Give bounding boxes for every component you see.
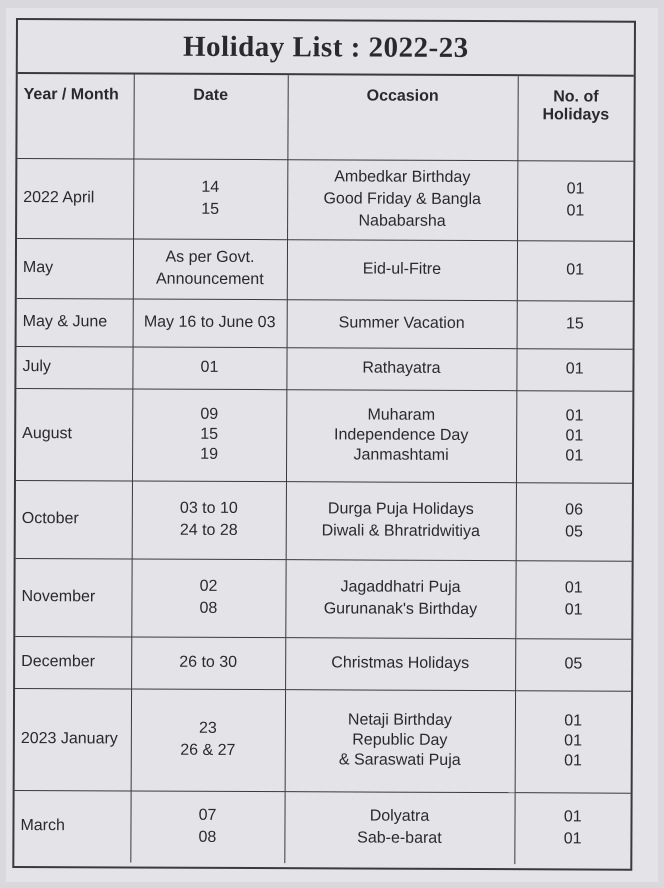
occasion-text: Dolyatra [369, 807, 430, 826]
occasion-text: Good Friday & Bangla Nababarsha [323, 190, 481, 230]
month-cell [15, 688, 131, 791]
table-row [16, 480, 632, 561]
occasion-text: Ambedkar Birthday [334, 168, 471, 186]
month-label: November [21, 588, 96, 606]
holiday-count: 15 [565, 315, 584, 333]
occasion-text: & Saraswati Puja [338, 751, 461, 769]
date-value: 23 [198, 719, 217, 737]
date-value: 15 [201, 200, 220, 218]
occasion-text: Independence Day [333, 426, 469, 444]
date-cell [132, 481, 286, 560]
month-cell [16, 346, 132, 389]
occasion-text: Diwali & Bhratridwitiya [321, 522, 480, 541]
occasion-cell [285, 559, 515, 638]
occasion-text: Summer Vacation [338, 314, 465, 332]
table-header-row [17, 74, 633, 161]
month-label: October [21, 510, 79, 528]
holiday-count: 01 [564, 579, 583, 597]
occasion-text: Eid-ul-Fitre [362, 260, 442, 278]
holiday-count: 01 [565, 427, 584, 445]
date-value: 01 [200, 358, 219, 376]
date-cell [131, 637, 285, 690]
count-cell [516, 390, 632, 483]
occasion-cell [287, 159, 517, 240]
month-label: May & June [22, 313, 108, 331]
header-occasion: Occasion [287, 75, 517, 160]
count-cell [514, 792, 630, 865]
holiday-count: 06 [565, 501, 584, 519]
occasion-text: Muharam [367, 406, 436, 424]
occasion-cell [286, 481, 516, 560]
month-label: July [22, 358, 51, 376]
date-value: 26 & 27 [180, 741, 236, 759]
date-value: 07 [198, 807, 217, 825]
occasion-text: Jagaddhatri Puja [340, 578, 461, 596]
month-cell [14, 790, 130, 863]
count-cell [515, 690, 631, 793]
occasion-text: Gurunanak's Birthday [323, 600, 478, 619]
holiday-count: 01 [564, 712, 583, 730]
holiday-count: 05 [565, 523, 583, 541]
date-value: 08 [198, 829, 217, 847]
date-cell [131, 689, 285, 792]
date-cell [133, 299, 287, 348]
holiday-count: 01 [565, 407, 584, 425]
date-cell [131, 559, 285, 638]
holiday-count: 01 [566, 261, 585, 279]
count-cell [517, 240, 633, 301]
occasion-text: Sab-e-barat [357, 829, 442, 848]
date-value: 08 [199, 599, 218, 617]
holiday-count: 01 [566, 180, 585, 198]
month-cell [17, 158, 133, 239]
month-cell [16, 480, 132, 559]
holiday-count: 01 [566, 202, 585, 220]
date-value: 19 [200, 445, 219, 463]
holiday-count: 01 [564, 732, 583, 750]
holiday-count: 01 [565, 447, 584, 465]
month-label: August [22, 425, 73, 443]
occasion-cell [285, 637, 515, 690]
date-value: 14 [201, 178, 220, 196]
page-title: Holiday List : 2022-23 [18, 20, 634, 77]
holiday-list-box [12, 18, 636, 871]
header-month: Year / Month [17, 74, 133, 159]
holiday-count: 01 [564, 601, 583, 619]
occasion-text: Republic Day [352, 731, 448, 749]
paper-sheet [6, 8, 658, 882]
count-cell [516, 482, 632, 561]
month-cell [16, 388, 132, 481]
count-cell [515, 560, 631, 639]
date-value: 03 to 10 [179, 499, 238, 517]
holiday-count: 01 [563, 830, 582, 848]
month-label: 2023 January [20, 730, 118, 748]
holiday-count: 01 [563, 808, 582, 826]
date-value: 09 [200, 405, 219, 423]
count-cell [517, 160, 633, 241]
date-cell [133, 159, 287, 240]
holiday-table [14, 74, 633, 865]
month-label: May [22, 259, 54, 277]
table-row [15, 558, 631, 639]
month-label: December [21, 653, 96, 671]
date-cell [132, 347, 286, 390]
occasion-cell [284, 791, 514, 864]
occasion-text: Durga Puja Holidays [327, 500, 474, 519]
occasion-cell [286, 347, 516, 390]
table-row [16, 346, 632, 391]
date-value: As per Govt. [165, 248, 255, 267]
occasion-cell [287, 299, 517, 348]
date-value: 15 [200, 425, 219, 443]
table-row [15, 636, 631, 691]
month-cell [17, 298, 133, 347]
table-row [17, 238, 633, 301]
date-value: 02 [199, 577, 218, 595]
holiday-count: 01 [564, 752, 582, 770]
table-row [15, 688, 631, 793]
header-date: Date [133, 75, 287, 160]
month-cell [15, 558, 131, 637]
date-value: 24 to 28 [179, 521, 238, 539]
date-cell [133, 239, 287, 300]
occasion-text: Netaji Birthday [347, 711, 452, 729]
occasion-text: Janmashtami [353, 446, 449, 464]
occasion-cell [285, 689, 515, 792]
date-cell [130, 791, 284, 864]
occasion-cell [287, 239, 517, 300]
date-value: Announcement [155, 270, 264, 289]
table-row [17, 298, 633, 349]
occasion-text: Rathayatra [362, 359, 441, 377]
month-label: March [20, 817, 65, 835]
occasion-text: Christmas Holidays [331, 654, 470, 672]
date-value: 26 to 30 [179, 653, 238, 671]
header-count: No. of Holidays [517, 76, 633, 161]
table-row [14, 790, 630, 865]
table-row [17, 158, 633, 241]
date-cell [132, 389, 286, 482]
occasion-cell [286, 389, 516, 482]
count-cell [515, 638, 631, 691]
month-cell [17, 238, 133, 299]
count-cell [516, 348, 632, 391]
month-label: 2022 April [23, 189, 95, 207]
date-value: May 16 to June 03 [143, 313, 276, 332]
table-row [16, 388, 632, 483]
holiday-count: 01 [565, 360, 584, 378]
holiday-count: 05 [564, 655, 583, 673]
count-cell [517, 300, 633, 349]
month-cell [15, 636, 131, 689]
